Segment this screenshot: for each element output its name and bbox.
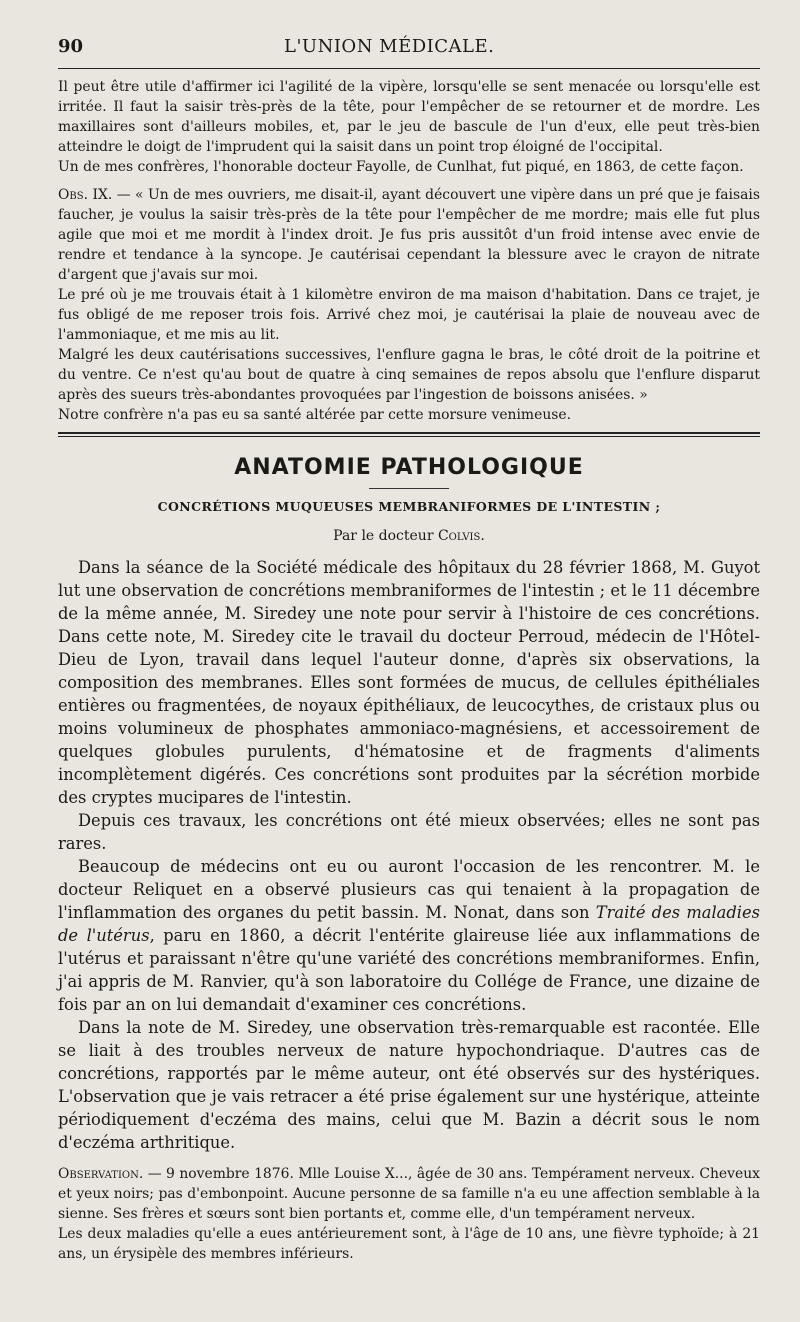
- header-rule: [58, 68, 760, 69]
- byline-prefix: Par le docteur: [333, 528, 438, 544]
- article-body: [58, 556, 760, 1154]
- obs-ix-label: Obs. IX.: [58, 187, 113, 203]
- body-paragraph-4: Dans la note de M. Siredey, une observation très-remarquable est racontée. Elle se liait à des troubles nerveux de nature hypochondriaque. D'autres cas de concrétions, rapportés par le même auteur, ont été observés sur des hystériques. L'observation que je vais retracer a été prise également sur une hystérique, atteinte périodiquement d'eczéma des mains, celui que M. Bazin a décrit sous le nom d'eczéma arthritique.: [58, 1018, 760, 1152]
- paragraph-cauterisations: Malgré les deux cautérisations successives, l'enflure gagna le bras, le côté droit de la poitrine et du ventre. Ce n'est qu'au bout de quatre à cinq semaines de repos absolu que l'enflure disparut après des sueurs très-abondantes provoquées par l'ingestion de boissons anisées. »: [58, 347, 760, 403]
- body-paragraph-2: Depuis ces travaux, les concrétions ont été mieux observées; elles ne sont pas rares.: [58, 811, 760, 853]
- book-title: Traité des maladies de l'utérus: [58, 903, 760, 945]
- article-subtitle: CONCRÉTIONS MUQUEUSES MEMBRANIFORMES DE L'INTESTIN ;: [157, 499, 661, 514]
- byline: [58, 528, 760, 544]
- journal-title: L'UNION MÉDICALE.: [284, 36, 495, 57]
- obs-ix-paragraph: [58, 185, 760, 285]
- paragraph-pre: Le pré où je me trouvais était à 1 kilomètre environ de ma maison d'habitation. Dans ce trajet, je fus obligé de me reposer trois fois. Arrivé chez moi, je cautérisai la plaie de nouveau avec de l'ammoniaque, et me mis au lit.: [58, 287, 760, 343]
- observation-text: — 9 novembre 1876. Mlle Louise X..., âgée de 30 ans. Tempérament nerveux. Cheveux et yeux noirs; pas d'embonpoint. Aucune personne de sa famille n'a eu une affection semblable à la sienne. Ses frères et sœurs sont bien portants et, comme elle, d'un tempérament nerveux.: [58, 1166, 760, 1222]
- page-number: 90: [58, 36, 84, 57]
- running-head: [58, 36, 760, 64]
- viper-text-block: [58, 77, 760, 425]
- body-paragraph-3: [58, 855, 760, 1016]
- section-title: ANATOMIE PATHOLOGIQUE: [234, 455, 584, 480]
- section-divider: [58, 432, 760, 437]
- observation-paragraph: [58, 1164, 760, 1224]
- body-paragraph-1: Dans la séance de la Société médicale des hôpitaux du 28 février 1868, M. Guyot lut une observation de concrétions membraniformes de l'intestin ; et le 11 décembre de la même année, M. Siredey une note pour servir à l'histoire de ces concrétions. Dans cette note, M. Siredey cite le travail du docteur Perroud, médecin de l'Hôtel-Dieu de Lyon, travail dans lequel l'auteur donne, d'après six observations, la composition des membranes. Elles sont formées de mucus, de cellules épithéliales entières ou fragmentées, de noyaux épithéliaux, de leucocythes, de cristaux plus ou moins volumineux de phosphates ammoniaco-magnésiens, et accessoirement de quelques globules purulents, d'hématosine et de fragments d'aliments incomplètement digérés. Ces concrétions sont produites par la sécrétion morbide des cryptes mucipares de l'intestin.: [58, 558, 760, 807]
- title-underline: [369, 488, 449, 489]
- paragraph-fayolle: Un de mes confrères, l'honorable docteur Fayolle, de Cunlhat, fut piqué, en 1863, de cette façon.: [58, 159, 744, 175]
- obs-ix-text: — « Un de mes ouvriers, me disait-il, ayant découvert une vipère dans un pré que je faisais faucher, je voulus la saisir très-près de la tête pour l'empêcher de me mordre; mais elle fut plus agile que moi et me mordit à l'index droit. Je fus pris aussitôt d'un froid intense avec envie de rendre et tendance à la syncope. Je cautérisai cependant la blessure avec le crayon de nitrate d'argent que j'avais sur moi.: [58, 187, 760, 283]
- observation-block: [58, 1164, 760, 1264]
- observation-label: Observation.: [58, 1166, 144, 1182]
- observation-paragraph-2: Les deux maladies qu'elle a eues antérieurement sont, à l'âge de 10 ans, une fièvre typhoïde; à 21 ans, un érysipèle des membres inférieurs.: [58, 1226, 760, 1262]
- paragraph-confrere: Notre confrère n'a pas eu sa santé altérée par cette morsure venimeuse.: [58, 407, 572, 423]
- p3-after: , paru en 1860, a décrit l'entérite glaireuse liée aux inflammations de l'utérus et paraissant n'être qu'une variété des concrétions membraniformes. Enfin, j'ai appris de M. Ranvier, qu'à son laboratoire du Collége de France, une dizaine de fois par an on lui demandait d'examiner ces concrétions.: [58, 926, 760, 1014]
- paragraph-agility: Il peut être utile d'affirmer ici l'agilité de la vipère, lorsqu'elle se sent menacée ou lorsqu'elle est irritée. Il faut la saisir très-près de la tête, pour l'empêcher de se retourner et de mordre. Les maxillaires sont d'ailleurs mobiles, et, par le jeu de bascule de l'un d'eux, elle peut très-bien atteindre le doigt de l'imprudent qui la saisit dans un point trop éloigné de l'occipital.: [58, 79, 760, 155]
- p3-before: Beaucoup de médecins ont eu ou auront l'occasion de les rencontrer. M. le docteur Reliquet en a observé plusieurs cas qui tenaient à la propagation de l'inflammation des organes du petit bassin. M. Nonat, dans son: [58, 857, 760, 922]
- byline-author: Colvis.: [437, 528, 485, 544]
